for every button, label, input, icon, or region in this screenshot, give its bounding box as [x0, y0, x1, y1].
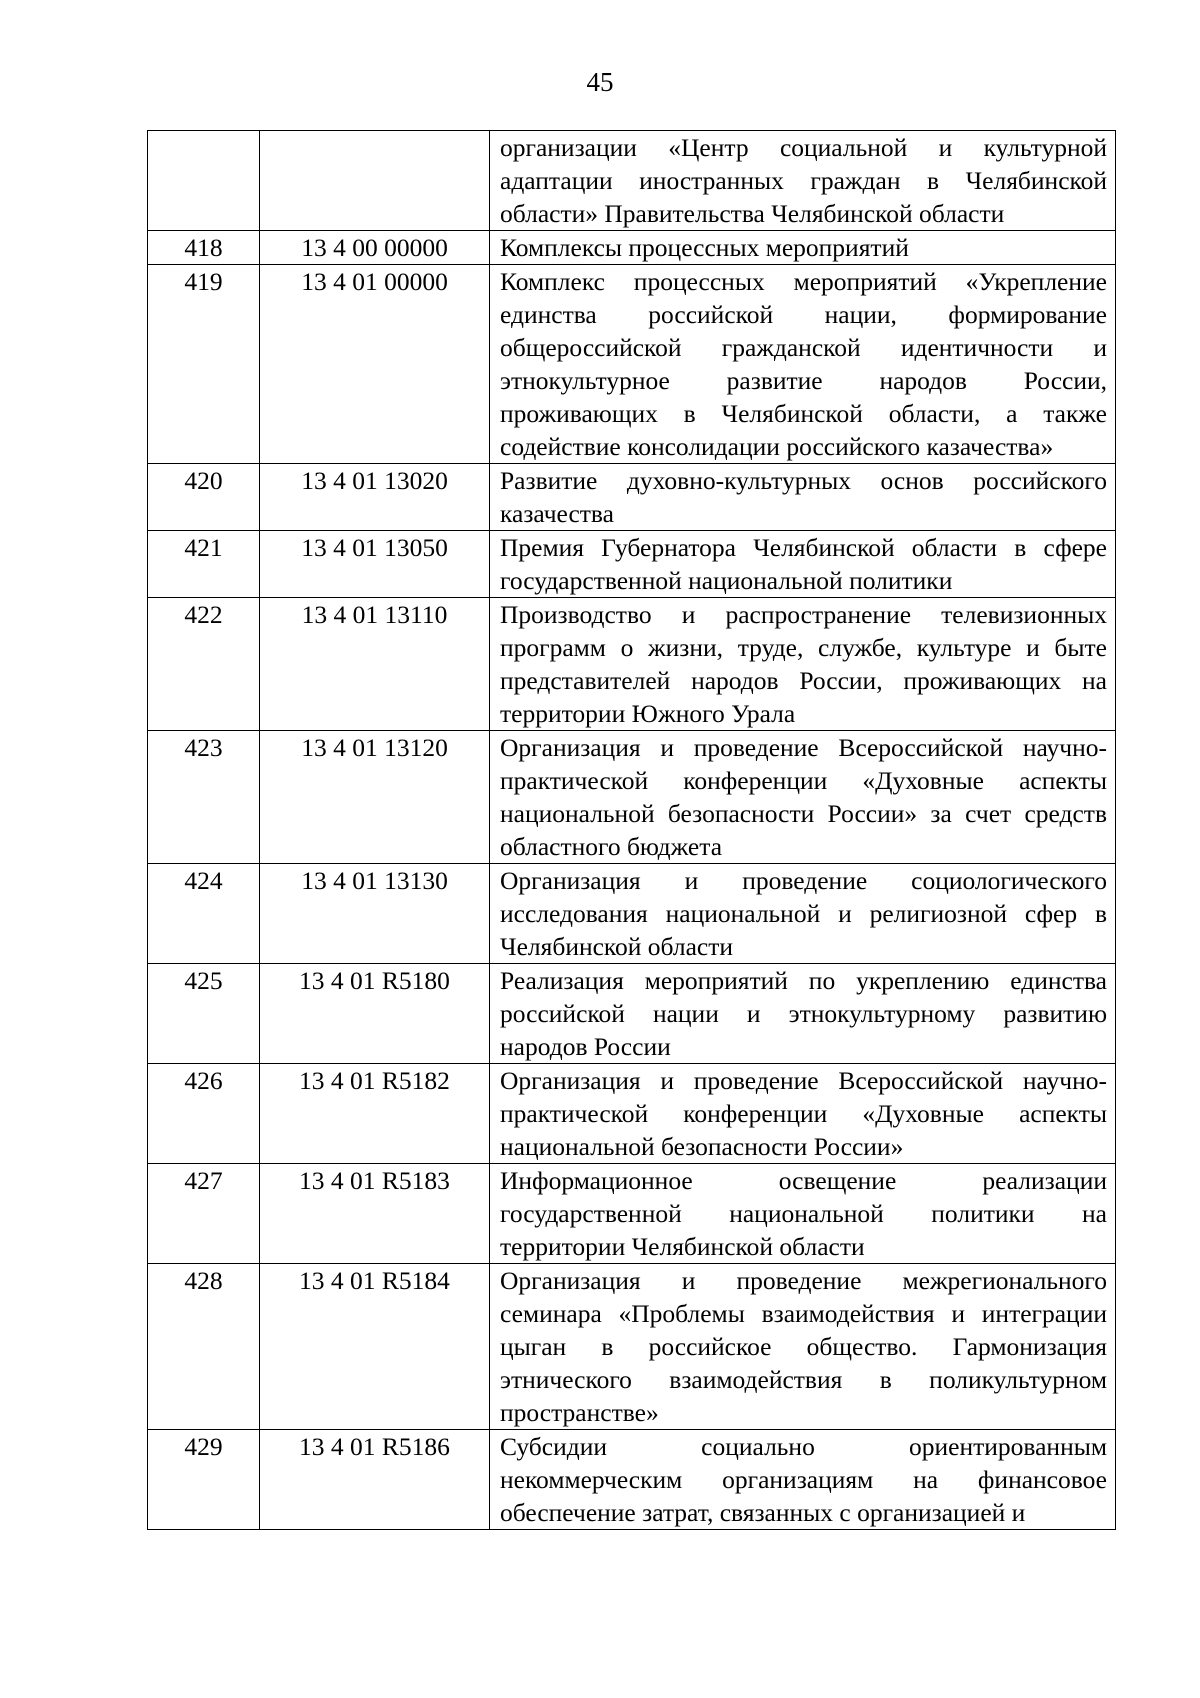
classification-code: 13 4 01 R5182	[260, 1064, 490, 1164]
row-number: 425	[148, 964, 260, 1064]
item-name: Организация и проведение Всероссийской научно-практической конференции «Духовные аспекты национальной безопасности России»	[490, 1064, 1116, 1164]
row-number: 422	[148, 598, 260, 731]
classification-code	[260, 131, 490, 231]
row-number: 424	[148, 864, 260, 964]
classification-code: 13 4 01 13050	[260, 531, 490, 598]
classification-code: 13 4 01 13110	[260, 598, 490, 731]
classification-code: 13 4 00 00000	[260, 231, 490, 265]
row-number: 423	[148, 731, 260, 864]
item-name: Реализация мероприятий по укреплению единства российской нации и этнокультурному развитию народов России	[490, 964, 1116, 1064]
item-name: Организация и проведение Всероссийской научно-практической конференции «Духовные аспекты национальной безопасности России» за счет средств областного бюджета	[490, 731, 1116, 864]
classification-code: 13 4 01 13120	[260, 731, 490, 864]
row-number: 426	[148, 1064, 260, 1164]
classification-code: 13 4 01 00000	[260, 265, 490, 464]
table-row	[148, 531, 1116, 598]
classification-code: 13 4 01 R5186	[260, 1430, 490, 1530]
table-row	[148, 1264, 1116, 1430]
table-row	[148, 964, 1116, 1064]
item-name: Организация и проведение межрегионального семинара «Проблемы взаимодействия и интеграции цыган в российское общество. Гармонизация этнического взаимодействия в поликультурном пространстве»	[490, 1264, 1116, 1430]
table-row	[148, 265, 1116, 464]
item-name: Комплекс процессных мероприятий «Укрепление единства российской нации, формирование общероссийской гражданской идентичности и этнокультурное развитие народов России, проживающих в Челябинской области, а также содействие консолидации российского казачества»	[490, 265, 1116, 464]
row-number	[148, 131, 260, 231]
table-row	[148, 1064, 1116, 1164]
classification-code: 13 4 01 R5183	[260, 1164, 490, 1264]
row-number: 427	[148, 1164, 260, 1264]
item-name: Развитие духовно-культурных основ российского казачества	[490, 464, 1116, 531]
item-name: Субсидии социально ориентированным некоммерческим организациям на финансовое обеспечение затрат, связанных с организацией и	[490, 1430, 1116, 1530]
table-row	[148, 731, 1116, 864]
item-name: Комплексы процессных мероприятий	[490, 231, 1116, 265]
row-number: 418	[148, 231, 260, 265]
item-name: Производство и распространение телевизионных программ о жизни, труде, службе, культуре и быте представителей народов России, проживающих на территории Южного Урала	[490, 598, 1116, 731]
table-row	[148, 1430, 1116, 1530]
table-row	[148, 864, 1116, 964]
item-name: Организация и проведение социологического исследования национальной и религиозной сфер в Челябинской области	[490, 864, 1116, 964]
table-row	[148, 231, 1116, 265]
row-number: 419	[148, 265, 260, 464]
row-number: 421	[148, 531, 260, 598]
row-number: 428	[148, 1264, 260, 1430]
table-row	[148, 1164, 1116, 1264]
table-row	[148, 131, 1116, 231]
item-name: организации «Центр социальной и культурной адаптации иностранных граждан в Челябинской области» Правительства Челябинской области	[490, 131, 1116, 231]
classification-code: 13 4 01 R5180	[260, 964, 490, 1064]
table-row	[148, 598, 1116, 731]
item-name: Премия Губернатора Челябинской области в сфере государственной национальной политики	[490, 531, 1116, 598]
table-row	[148, 464, 1116, 531]
budget-code-table	[147, 130, 1116, 1530]
classification-code: 13 4 01 R5184	[260, 1264, 490, 1430]
item-name: Информационное освещение реализации государственной национальной политики на территории Челябинской области	[490, 1164, 1116, 1264]
page-number: 45	[586, 67, 614, 97]
row-number: 429	[148, 1430, 260, 1530]
row-number: 420	[148, 464, 260, 531]
classification-code: 13 4 01 13130	[260, 864, 490, 964]
classification-code: 13 4 01 13020	[260, 464, 490, 531]
